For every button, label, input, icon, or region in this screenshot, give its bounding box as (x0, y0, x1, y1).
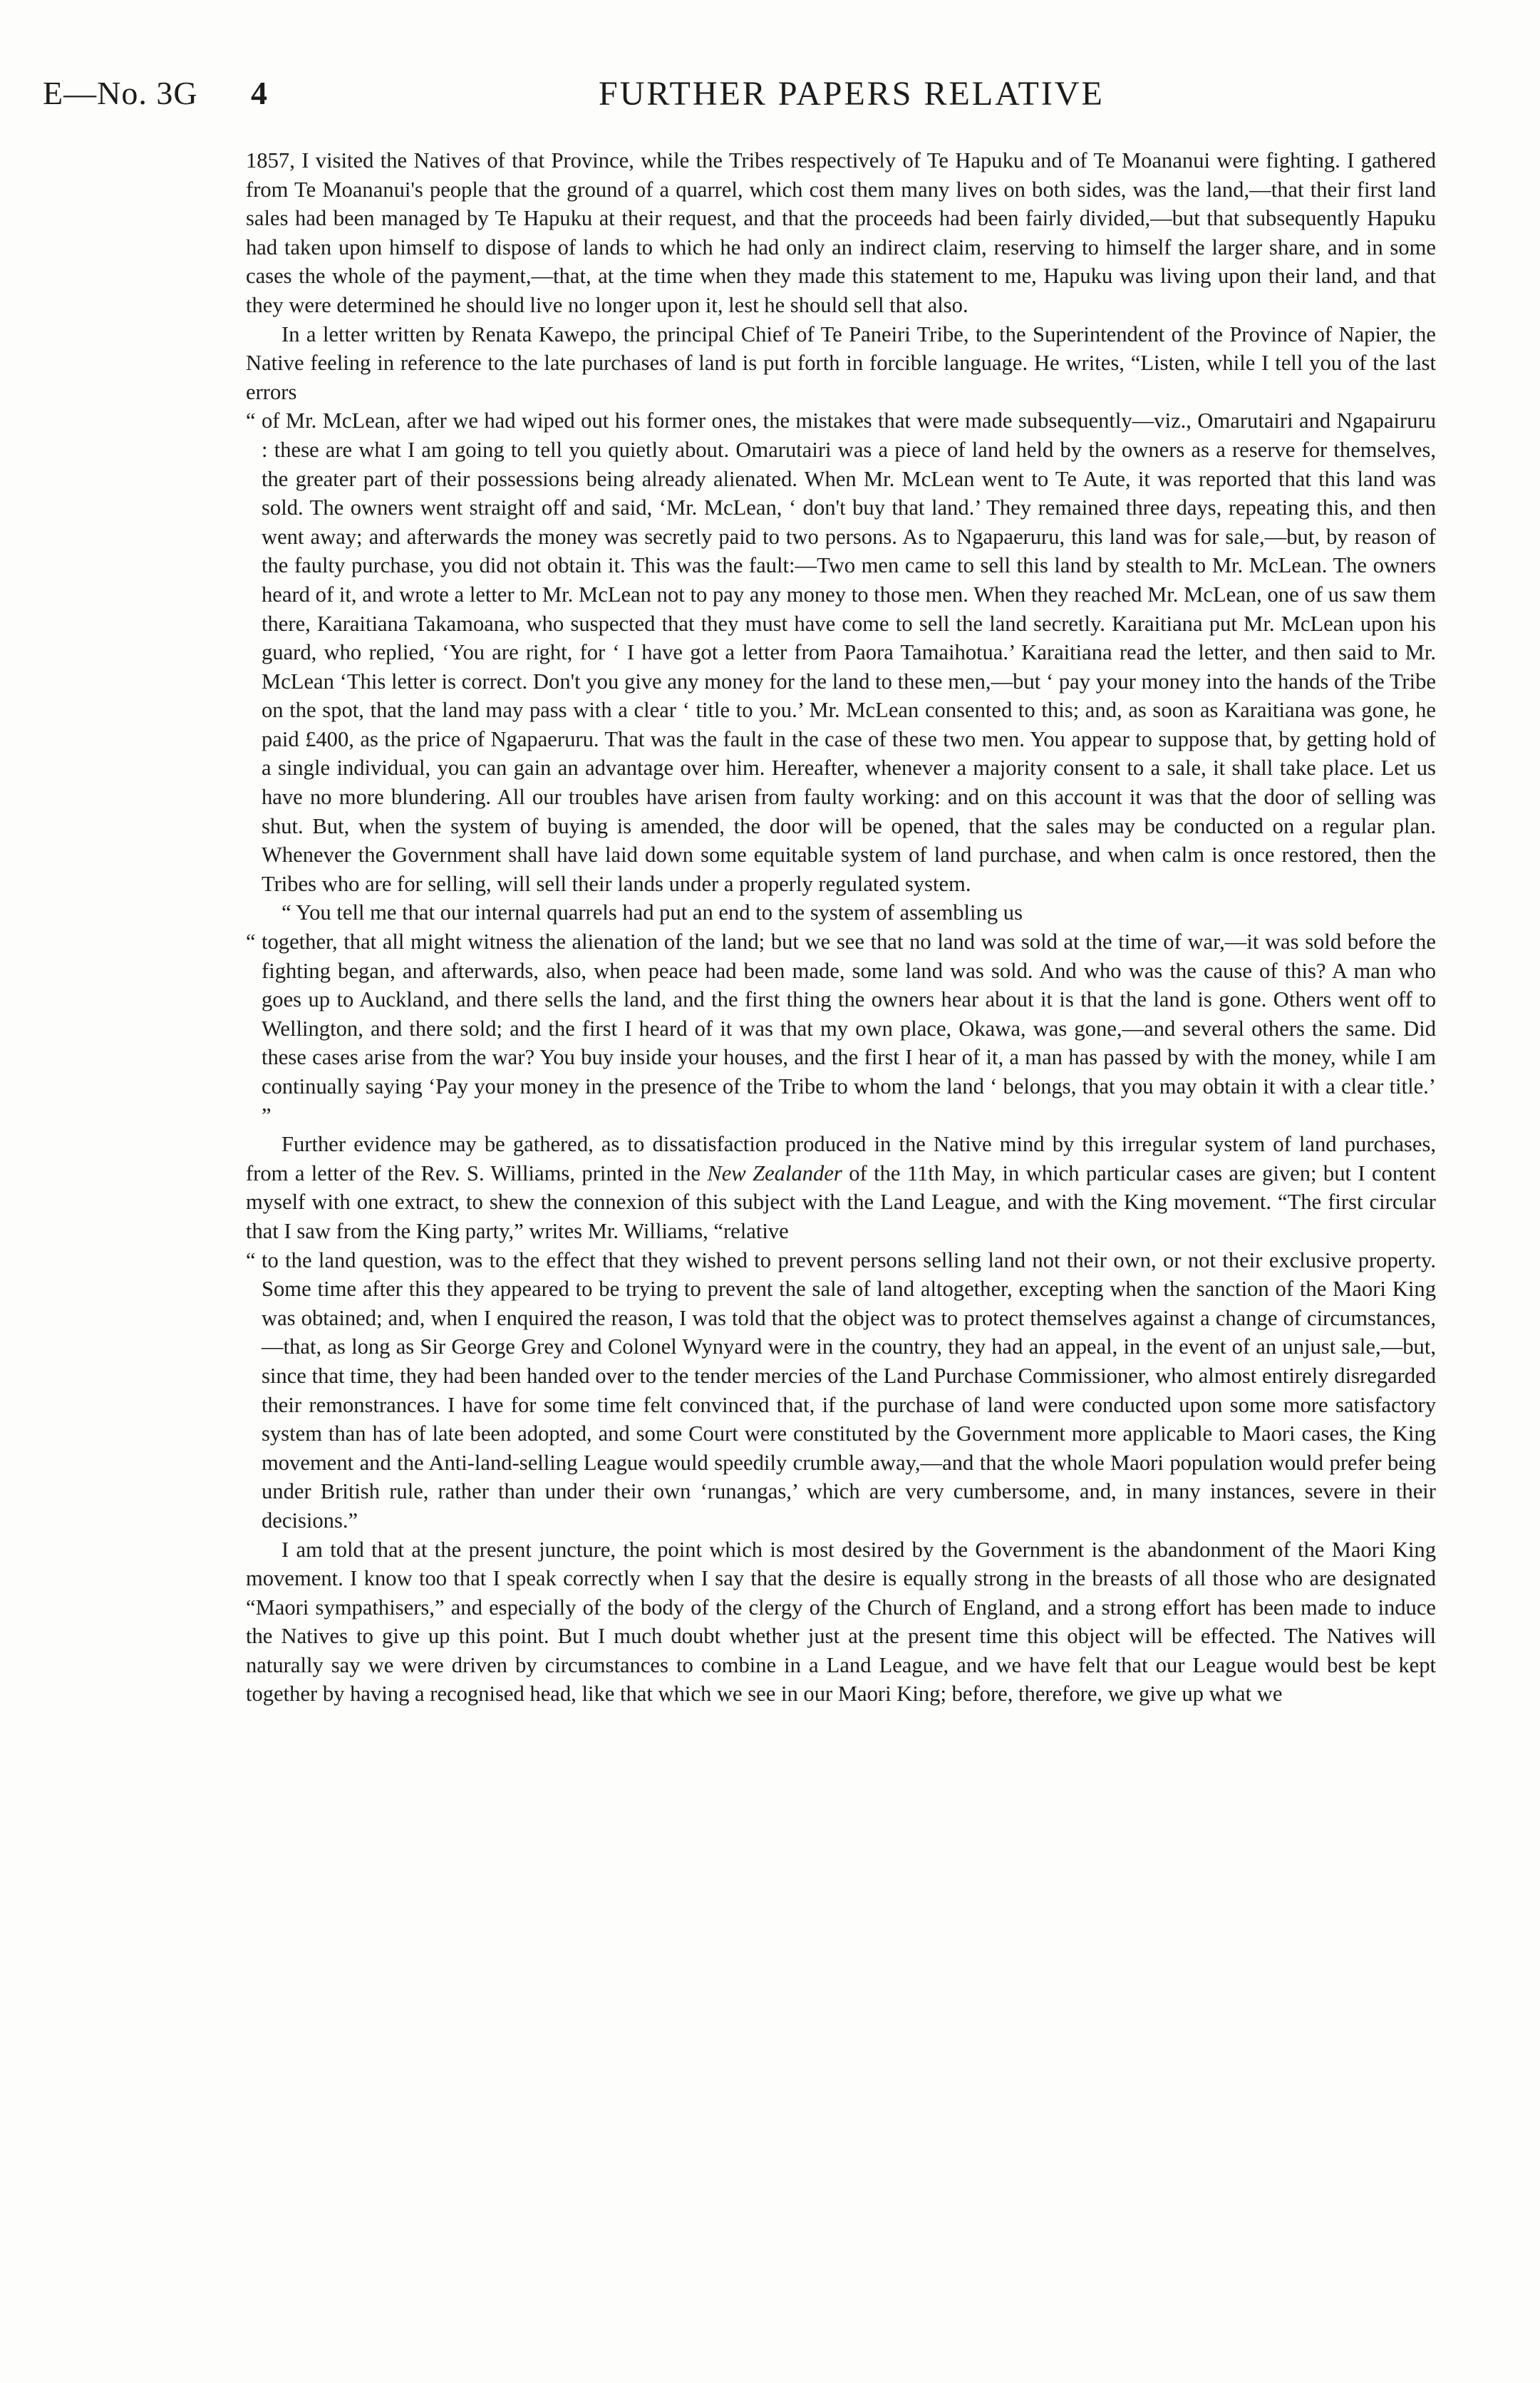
newspaper-title: New Zealander (707, 1160, 842, 1185)
paragraph-2-intro: In a letter written by Renata Kawepo, the principal Chief of Te Paneiri Tribe, to the Superintendent of the Province of Napier, the Native feeling in reference to the late purchases of land is put forth in forcible language. He writes, “Listen, while I tell you of the last errors (246, 321, 1436, 404)
paragraph-3-intro: “ You tell me that our internal quarrels had put an end to the system of assembling us (281, 900, 1023, 925)
quoted-text: of Mr. McLean, after we had wiped out his former ones, the mistakes that were made subsequently—viz., Omarutairi and Ngapairuru : these are what I am going to tell you quietly about. Omarutairi was a piece of land held by the owners as a reserve for themselves, the greater part of their possessions being already alienated. When Mr. McLean went to Te Aute, it was reported that this land was sold. The owners went straight off and said, ‘Mr. McLean, ‘ don't buy that land.’ They remained three days, repeating this, and then went away; and afterwards the money was secretly paid to two persons. As to Ngapaeruru, this land was for sale,—but, by reason of the faulty purchase, you did not obtain it. This was the fault:—Two men came to sell this land by stealth to Mr. McLean. The owners heard of it, and wrote a letter to Mr. McLean not to pay any money to those men. When they reached Mr. McLean, one of us saw them there, Karaitiana Takamoana, who suspected that they must have come to sell the land secretly. Karaitiana put Mr. McLean upon his guard, who replied, ‘You are right, for ‘ I have got a letter from Paora Tamaihotua.’ Karaitiana read the letter, and then said to Mr. McLean ‘This letter is correct. Don't you give any money for the land to these men,—but ‘ pay your money into the hands of the Tribe on the spot, that the land may pass with a clear ‘ title to you.’ Mr. McLean consented to this; and, as soon as Karaitiana was gone, he paid £400, as the price of Ngapaeruru. That was the fault in the case of these two men. You appear to suppose that, by getting hold of a single individual, you can gain an advantage over him. Hereafter, whenever a majority consent to a sale, it shall take place. Let us have no more blundering. All our troubles have arisen from faulty working: and on this account it was that the door of selling was shut. But, when the system of buying is amended, the door will be opened, that the sales may be conducted on a regular plan. Whenever the Government shall have laid down some equitable system of land purchase, and when calm is once restored, then the Tribes who are for selling, will sell their lands under a properly regulated system. (262, 408, 1436, 896)
paragraph-4-text-a: Further evidence may be gathered, as to dissatisfaction produced in the Native mind by this irregular system of land purchases, from a letter of the Rev. S. Williams, printed in the (246, 1132, 1436, 1185)
paper-reference: E—No. 3G (43, 75, 198, 111)
paragraph-4-intro (246, 1130, 1436, 1245)
quote-mark: “ (246, 1247, 256, 1272)
paragraph-5: I am told that at the present juncture, the point which is most desired by the Government is the abandonment of the Maori King movement. I know too that I speak correctly when I say that the desire is equally strong in the breasts of all those who are designated “Maori sympathisers,” and especially of the body of the clergy of the Church of England, and a strong effort has been made to induce the Natives to give up this point. But I much doubt whether just at the present time this object will be effected. The Natives will naturally say we were driven by circumstances to combine in a Land League, and we have felt that our League would best be kept together by having a recognised head, like that which we see in our Maori King; before, therefore, we give up what we (246, 1537, 1436, 1707)
quoted-text: together, that all might witness the alienation of the land; but we see that no land was sold at the time of war,—it was sold before the fighting began, and afterwards, also, when peace had been made, some land was sold. And who was the cause of this? A man who goes up to Auckland, and there sells the land, and the first thing the owners hear about it is that the land is gone. Others went off to Wellington, and there sold; and the first I heard of it was that my own place, Okawa, was gone,—and several others the same. Did these cases arise from the war? You buy inside your houses, and the first I hear of it, a man has passed by with the money, while I am continually saying ‘Pay your money in the presence of the Tribe to whom the land ‘ belongs, that you may obtain it with a clear title.’ ” (262, 930, 1436, 1128)
paragraph-1: 1857, I visited the Natives of that Province, while the Tribes respectively of Te Hapuku and of Te Moananui were fighting. I gathered from Te Moananui's people that the ground of a quarrel, which cost them many lives on both sides, was the land,—that their first land sales had been managed by Te Hapuku at their request, and that the proceeds had been fairly divided,—but that subsequently Hapuku had taken upon himself to dispose of lands to which he had only an indirect claim, reserving to himself the larger share, and in some cases the whole of the payment,—that, at the time when they made this statement to me, Hapuku was living upon their land, and that they were determined he should live no longer upon it, lest he should sell that also. (246, 148, 1436, 317)
paragraph-3-quoted-letter (246, 927, 1436, 1130)
page-number: 4 (251, 75, 267, 111)
body-text (246, 146, 1436, 1709)
paragraph-4-quoted-extract (246, 1246, 1436, 1535)
paragraph-2-quoted-letter (246, 406, 1436, 898)
paragraph-4-text-b: of the 11th May, in which particular cases are given; but I content myself with one extract, to shew the connexion of this subject with the Land League, and with the King movement. “The first circular that I saw from the King party,” writes Mr. Williams, “relative (246, 1160, 1436, 1243)
page-header (43, 74, 1497, 117)
quote-mark: “ (246, 930, 256, 954)
running-title: FURTHER PAPERS RELATIVE (599, 75, 1105, 113)
quoted-text: to the land question, was to the effect that they wished to prevent persons selling land not their own, or not their exclusive property. Some time after this they appeared to be trying to prevent the sale of land altogether, excepting when the sanction of the Maori King was obtained; and, when I enquired the reason, I was told that the object was to protect themselves against a change of circumstances,—that, as long as Sir George Grey and Colonel Wynyard were in the country, they had an appeal, in the event of an unjust sale,—but, since that time, they had been handed over to the tender mercies of the Land Purchase Commissioner, who almost entirely disregarded their remonstrances. I have for some time felt convinced that, if the purchase of land were conducted upon some more satisfactory system than has of late been adopted, and some Court were constituted by the Government more applicable to Maori cases, the King movement and the Anti-land-selling League would speedily crumble away,—and that the whole Maori population would prefer being under British rule, rather than under their own ‘runangas,’ which are very cumbersome, and, in many instances, severe in their decisions.” (262, 1247, 1436, 1533)
quote-mark: “ (246, 408, 256, 433)
